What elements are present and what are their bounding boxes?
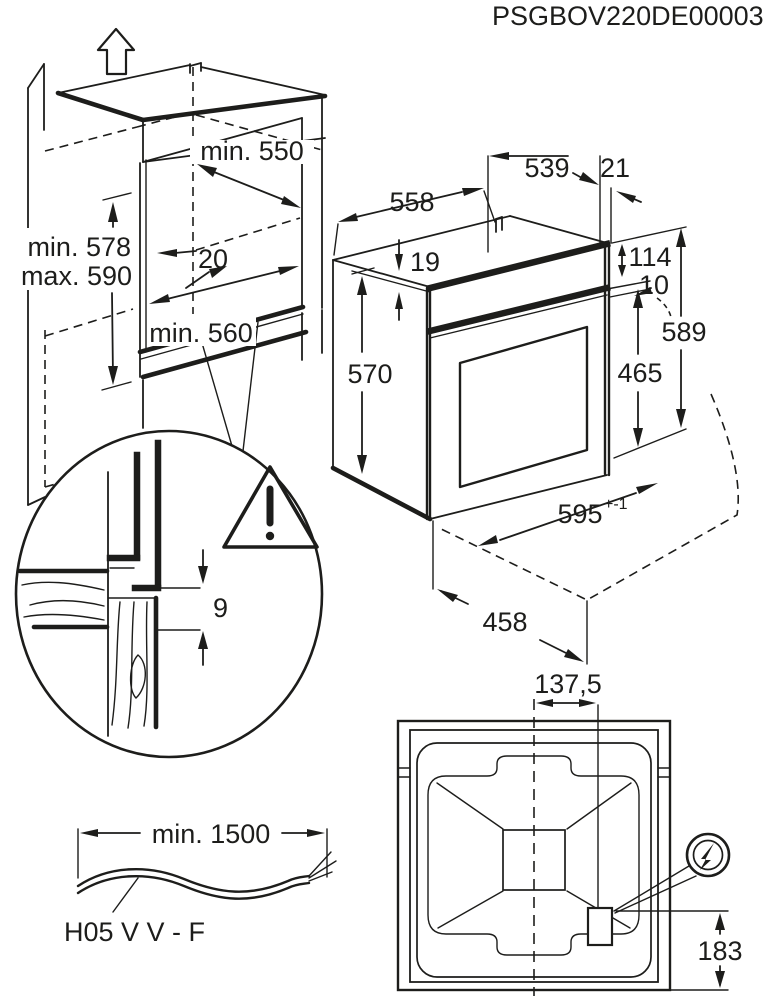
dim-niche-height-max: max. 590: [20, 261, 132, 291]
power-cable-drawing: [64, 819, 336, 947]
dim-front-height: 589: [661, 317, 707, 347]
rear-view-drawing: [398, 669, 743, 996]
dim-niche-width: min. 560: [149, 318, 253, 348]
dim-panel-height: 114: [628, 242, 672, 272]
dim-depth-top: 558: [389, 187, 435, 217]
dim-top-clearance: 19: [409, 247, 441, 277]
dim-depth-back: 539: [524, 153, 570, 183]
dim-connection-offset-horizontal: 137,5: [534, 669, 602, 699]
dim-cable-length: min. 1500: [151, 819, 271, 849]
cable-type-label: H05 V V - F: [64, 917, 206, 947]
dim-niche-height-min: min. 578: [27, 232, 131, 262]
dim-front-overhang: 21: [599, 153, 631, 183]
dim-panel-door-gap: 10: [638, 270, 670, 300]
dim-front-width-tolerance: +-1: [604, 496, 628, 513]
page-title: PSGBOV220DE00003: [492, 1, 764, 31]
up-arrow-icon: [98, 29, 134, 74]
dim-connection-offset-vertical: 183: [697, 936, 743, 966]
dim-rear-gap: 20: [197, 244, 229, 274]
oven-dimension-drawing: [333, 152, 738, 664]
lightning-bolt-icon: [614, 834, 729, 913]
dim-door-height: 465: [617, 358, 663, 388]
dim-niche-depth: min. 550: [200, 136, 304, 166]
dim-base-depth: 458: [482, 607, 528, 637]
dim-body-height: 570: [347, 359, 393, 389]
dim-front-width: 595: [557, 499, 603, 529]
dim-bracket-gap: 9: [213, 593, 229, 623]
mounting-detail-callout: [16, 431, 322, 757]
